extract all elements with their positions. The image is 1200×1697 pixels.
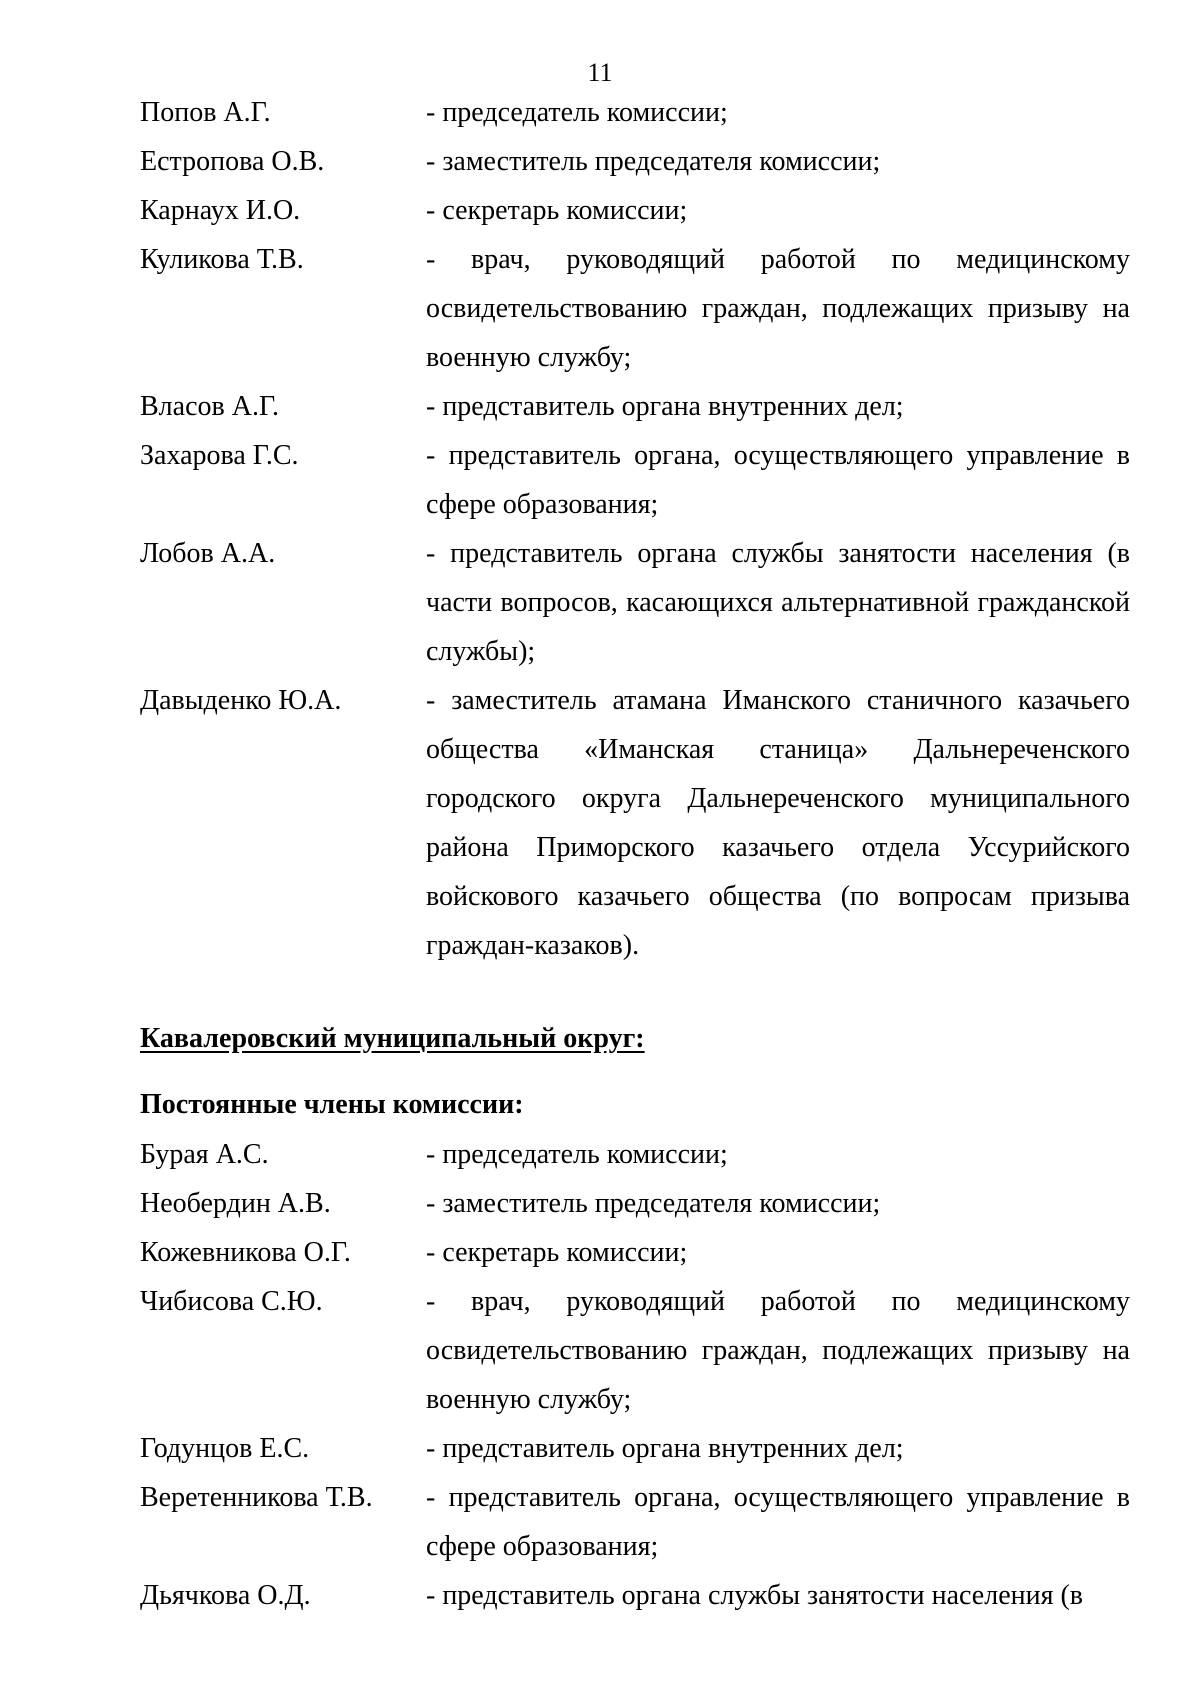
- member-name: Необердин А.В.: [140, 1188, 331, 1219]
- member-row: [140, 1277, 1130, 1424]
- member-row: [140, 1571, 1130, 1620]
- commission-members-list: [140, 88, 1130, 970]
- member-role: - заместитель председателя комиссии;: [426, 1188, 881, 1219]
- member-row: [140, 1179, 1130, 1228]
- member-role: - представитель органа, осуществляющего управление в сфере образования;: [426, 1482, 1130, 1562]
- member-name: Бурая А.С.: [140, 1139, 269, 1170]
- member-role: - председатель комиссии;: [426, 97, 728, 128]
- member-name: Кожевникова О.Г.: [140, 1237, 351, 1268]
- member-row: [140, 186, 1130, 235]
- member-role: - секретарь комиссии;: [426, 1237, 688, 1268]
- member-role: - представитель органа, осуществляющего управление в сфере образования;: [426, 440, 1130, 520]
- member-row: [140, 137, 1130, 186]
- member-row: [140, 1130, 1130, 1179]
- member-role: - заместитель председателя комиссии;: [426, 146, 881, 177]
- district-title: Кавалеровский муниципальный округ:: [140, 1023, 645, 1054]
- member-name: Годунцов Е.С.: [140, 1433, 310, 1464]
- member-role: - представитель органа внутренних дел;: [426, 1433, 904, 1464]
- member-name: Карнаух И.О.: [140, 195, 301, 226]
- member-role: - председатель комиссии;: [426, 1139, 728, 1170]
- permanent-members-subtitle: Постоянные члены комиссии:: [140, 1089, 524, 1120]
- member-row: [140, 431, 1130, 529]
- member-name: Веретенникова Т.В.: [140, 1482, 373, 1513]
- member-name: Лобов А.А.: [140, 538, 276, 569]
- member-row: [140, 1228, 1130, 1277]
- member-row: [140, 1424, 1130, 1473]
- member-name: Естропова О.В.: [140, 146, 325, 177]
- member-name: Власов А.Г.: [140, 391, 279, 422]
- member-role: - секретарь комиссии;: [426, 195, 688, 226]
- member-name: Давыденко Ю.А.: [140, 685, 342, 716]
- member-row: [140, 676, 1130, 970]
- member-role: - врач, руководящий работой по медицинскому освидетельствованию граждан, подлежащих призыву на военную службу;: [426, 244, 1130, 373]
- member-row: [140, 235, 1130, 382]
- member-name: Захарова Г.С.: [140, 440, 299, 471]
- member-name: Дьячкова О.Д.: [140, 1580, 311, 1611]
- member-row: [140, 1473, 1130, 1571]
- member-row: [140, 382, 1130, 431]
- member-role: - заместитель атамана Иманского станичного казачьего общества «Иманская станица» Дальнереченского городского округа Дальнереченского муниципального района Приморского казачьего отдела Уссурийского войскового казачьего общества (по вопросам призыва граждан-казаков).: [426, 685, 1130, 961]
- member-role: - представитель органа службы занятости населения (в: [426, 1580, 1084, 1611]
- member-name: Чибисова С.Ю.: [140, 1286, 323, 1317]
- member-row: [140, 529, 1130, 676]
- district-members-list: [140, 1130, 1130, 1620]
- member-row: [140, 88, 1130, 137]
- member-name: Куликова Т.В.: [140, 244, 304, 275]
- member-role: - врач, руководящий работой по медицинскому освидетельствованию граждан, подлежащих призыву на военную службу;: [426, 1286, 1130, 1415]
- page-number: 11: [587, 58, 613, 87]
- member-role: - представитель органа внутренних дел;: [426, 391, 904, 422]
- member-role: - представитель органа службы занятости населения (в части вопросов, касающихся альтернативной гражданской службы);: [426, 538, 1130, 667]
- member-name: Попов А.Г.: [140, 97, 271, 128]
